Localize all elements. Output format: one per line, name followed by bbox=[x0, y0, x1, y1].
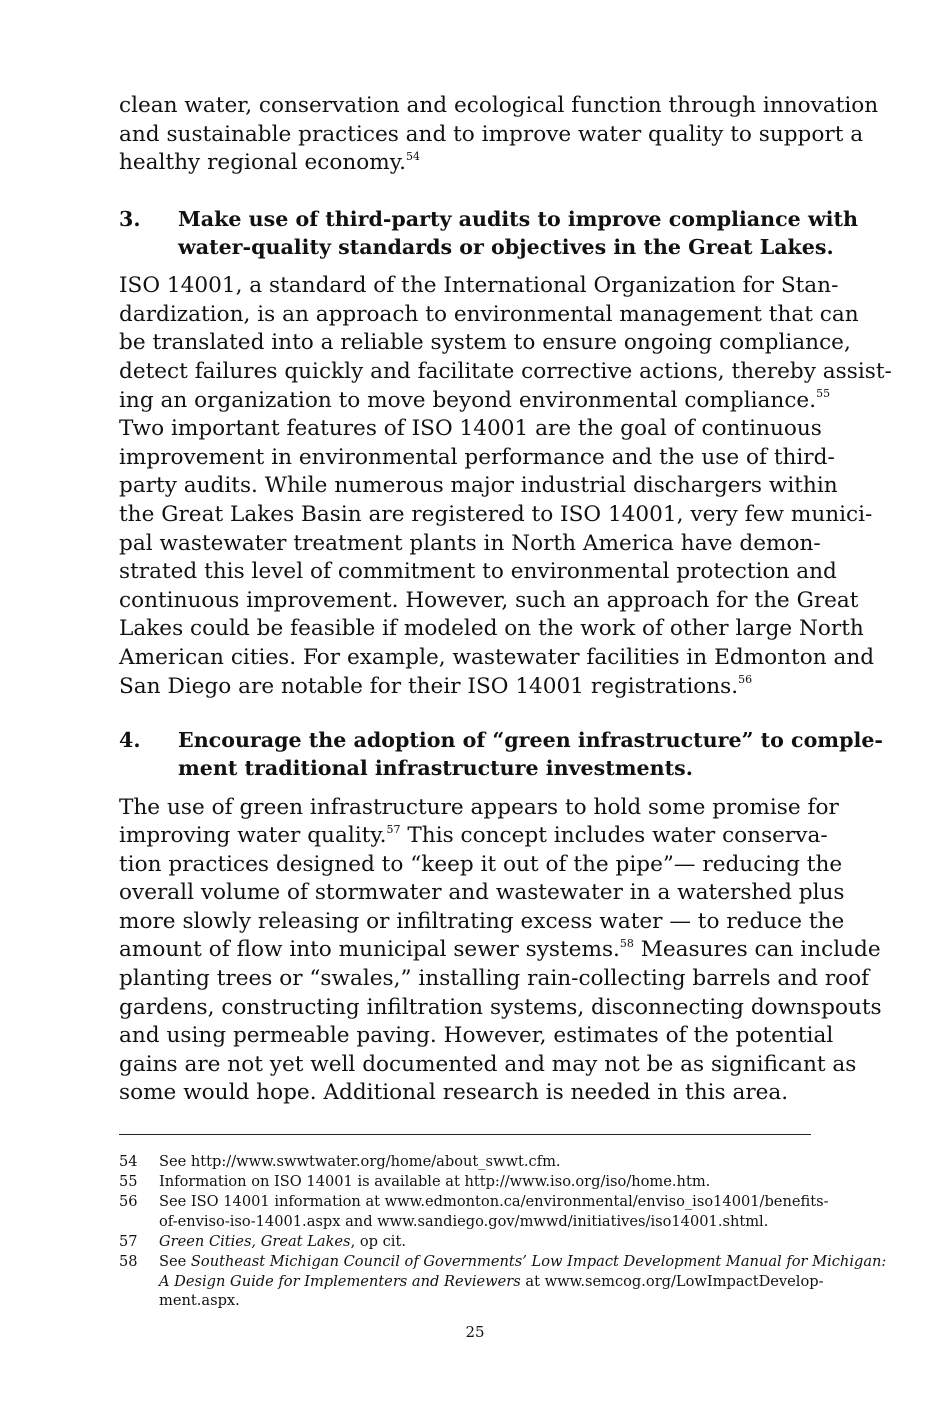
text-line: strated this level of commitment to environmental protection and bbox=[119, 559, 837, 585]
text-line: San Diego are notable for their ISO 14001 registrations.$^{56}$ bbox=[119, 673, 753, 699]
footnotes bbox=[119, 1152, 887, 1311]
footnote-number: 54 bbox=[119, 1153, 138, 1170]
section-number: 4. bbox=[119, 728, 141, 753]
footnote-55 bbox=[119, 1172, 829, 1192]
page-body bbox=[119, 92, 892, 1108]
footnote-ref-55: 55 bbox=[816, 387, 831, 401]
text-line: Two important features of ISO 14001 are the goal of continuous bbox=[119, 416, 822, 442]
intro-paragraph bbox=[119, 92, 879, 178]
text-line: overall volume of stormwater and wastewater in a watershed plus bbox=[119, 880, 845, 906]
text-line: detect failures quickly and facilitate corrective actions, thereby assist- bbox=[119, 358, 892, 384]
footnote-57 bbox=[119, 1232, 829, 1252]
text-line: pal wastewater treatment plants in North America have demon- bbox=[119, 530, 821, 556]
section-number: 3. bbox=[119, 206, 141, 231]
footnote-ref-57: 57 bbox=[386, 822, 401, 836]
footnote-56 bbox=[119, 1192, 829, 1231]
text-line: Lakes could be feasible if modeled on the work of other large North bbox=[119, 616, 864, 642]
heading-line: Make use of third-party audits to improve compliance with bbox=[178, 206, 858, 231]
text-line: improving water quality.$^{57}$ This concept includes water conserva- bbox=[119, 822, 828, 849]
text-line: gardens, constructing infiltration systems, disconnecting downspouts bbox=[119, 994, 882, 1020]
text-line: tion practices designed to “keep it out of the pipe”— reducing the bbox=[119, 851, 843, 877]
footnote-ref-56: 56 bbox=[738, 673, 753, 687]
footnote-text: See ISO 14001 information at www.edmonton.ca/environmental/enviso_iso14001/benefits- bbox=[159, 1193, 829, 1211]
text-line: ISO 14001, a standard of the International Organization for Stan- bbox=[119, 273, 839, 299]
text-line: party audits. While numerous major industrial dischargers within bbox=[119, 473, 838, 499]
section-4-paragraph bbox=[119, 794, 882, 1109]
text-line: the Great Lakes Basin are registered to ISO 14001, very few munici- bbox=[119, 501, 873, 527]
text-line: improvement in environmental performance and the use of third- bbox=[119, 444, 835, 470]
text-line: continuous improvement. However, such an approach for the Great bbox=[119, 587, 859, 613]
footnote-number: 57 bbox=[119, 1232, 138, 1250]
footnote-54 bbox=[119, 1152, 829, 1172]
page-number: 25 bbox=[465, 1323, 485, 1341]
citation-title: Southeast Michigan Council of Governments’ Low Impact Development Manual for Michigan: bbox=[190, 1252, 887, 1270]
section-3-paragraph bbox=[119, 272, 892, 701]
text-line: healthy regional economy.$^{54}$ bbox=[119, 150, 420, 176]
footnote-text: See http://www.swwtwater.org/home/about_swwt.cfm. bbox=[159, 1153, 561, 1170]
footnote-text: A Design Guide for Implementers and Reviewers at www.semcog.org/LowImpactDevelop- bbox=[159, 1272, 824, 1290]
text-line: some would hope. Additional research is needed in this area. bbox=[119, 1080, 789, 1106]
footnote-58 bbox=[119, 1252, 887, 1311]
footnote-text: Information on ISO 14001 is available at http://www.iso.org/iso/home.htm. bbox=[159, 1173, 711, 1191]
heading-line: water-quality standards or objectives in the Great Lakes. bbox=[178, 234, 834, 259]
footnote-number: 58 bbox=[119, 1252, 138, 1270]
text-line: more slowly releasing or infiltrating excess water — to reduce the bbox=[119, 908, 845, 934]
footnote-text: See Southeast Michigan Council of Governments’ Low Impact Development Manual for Michigan: bbox=[159, 1252, 887, 1270]
text-line: and sustainable practices and to improve water quality to support a bbox=[119, 121, 864, 147]
citation-title: A Design Guide for Implementers and Reviewers bbox=[159, 1272, 521, 1290]
footnote-divider bbox=[119, 1134, 811, 1135]
text-line: be translated into a reliable system to ensure ongoing compliance, bbox=[119, 330, 851, 356]
text-line: clean water, conservation and ecological function through innovation bbox=[119, 93, 879, 118]
text-line: The use of green infrastructure appears to hold some promise for bbox=[119, 794, 839, 820]
footnote-ref-58: 58 bbox=[619, 937, 634, 951]
footnote-text: of-enviso-iso-14001.aspx and www.sandiego.gov/mwwd/initiatives/iso14001.shtml. bbox=[159, 1212, 769, 1230]
text-line: ing an organization to move beyond environmental compliance.$^{55}$ bbox=[119, 387, 831, 413]
text-line: American cities. For example, wastewater facilities in Edmonton and bbox=[119, 644, 875, 670]
footnote-text: Green Cities, Great Lakes, op cit. bbox=[159, 1232, 406, 1250]
footnote-number: 55 bbox=[119, 1173, 138, 1191]
text-line: dardization, is an approach to environmental management that can bbox=[119, 301, 859, 327]
section-3-heading bbox=[119, 205, 858, 261]
footnote-ref-54: 54 bbox=[405, 150, 420, 163]
text-line: gains are not yet well documented and may not be as significant as bbox=[119, 1051, 857, 1077]
section-4-heading bbox=[119, 726, 883, 782]
text-line: and using permeable paving. However, estimates of the potential bbox=[119, 1023, 834, 1049]
text-line: amount of flow into municipal sewer systems.$^{58}$ Measures can include bbox=[119, 937, 881, 963]
heading-line: ment traditional infrastructure investments. bbox=[178, 756, 693, 781]
footnote-number: 56 bbox=[119, 1193, 138, 1211]
footnote-text: ment.aspx. bbox=[159, 1292, 240, 1310]
text-line: planting trees or “swales,” installing rain-collecting barrels and roof bbox=[119, 966, 870, 992]
citation-title: Green Cities, Great Lakes bbox=[159, 1232, 351, 1250]
heading-line: Encourage the adoption of “green infrastructure” to comple- bbox=[178, 728, 883, 753]
